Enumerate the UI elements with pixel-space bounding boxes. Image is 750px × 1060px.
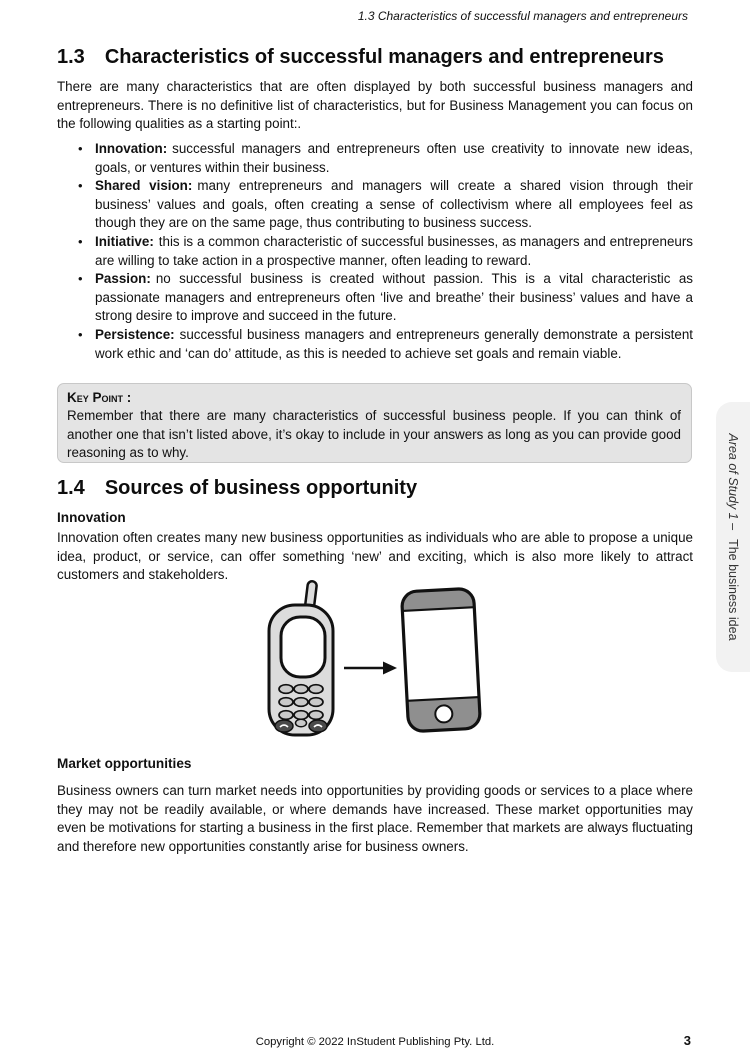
bullet-item-passion xyxy=(75,270,693,326)
bullet-term: Innovation: xyxy=(95,141,168,156)
section-1-3-heading xyxy=(57,46,664,69)
section-1-4-number: 1.4 xyxy=(57,477,85,499)
phone-evolution-illustration xyxy=(240,578,520,748)
bullet-item-shared-vision xyxy=(75,177,693,233)
bullet-text: no successful business is created without passion. This is a vital characteristic as passionate managers and entrepreneurs often ‘live and breathe’ their business’ values and have a strong desire to improve and succeed in the future. xyxy=(95,271,693,324)
bullet-term: Shared vision: xyxy=(95,178,193,194)
bullet-text: successful business managers and entrepreneurs generally demonstrate a persistent work ethic and ‘can do’ attitude, as this is needed to achieve set goals and remain viable. xyxy=(95,326,693,361)
section-1-3-intro-paragraph: There are many characteristics that are often displayed by both successful business managers and entrepreneurs. There is no definitive list of characteristics, but for Business Management you can focus on the following qualities as a starting point:. xyxy=(57,79,693,132)
innovation-subheading: Innovation xyxy=(57,510,126,525)
key-point-box xyxy=(57,383,692,463)
area-of-study-side-tab-label xyxy=(716,402,750,672)
area-of-study-side-tab xyxy=(716,402,750,672)
smartphone-icon xyxy=(401,588,480,732)
bullet-term: Initiative: xyxy=(95,233,154,249)
bullet-item-innovation xyxy=(75,140,693,177)
key-point-text: Remember that there are many characteristics of successful business people. If you can think of another one that isn’t listed above, it’s okay to include in your answers as long as you can provide good reasoning as to why. xyxy=(67,408,681,461)
bullet-item-initiative xyxy=(75,233,693,270)
section-1-4-title: Sources of business opportunity xyxy=(104,477,418,499)
footer-page-number: 3 xyxy=(683,1033,691,1048)
market-opportunities-subheading: Market opportunities xyxy=(57,756,192,771)
bullet-item-persistence xyxy=(75,326,693,363)
section-1-3-title: Characteristics of successful managers and entrepreneurs xyxy=(104,46,664,68)
bullet-text: many entrepreneurs and managers will create a shared vision through their business’ values and goals, often creating a sense of collectivism where all employees feel as though they are on the same page, thus contributing to business success. xyxy=(95,178,693,231)
key-point-label: Key Point : xyxy=(67,390,132,405)
bullet-term: Persistence: xyxy=(95,326,175,342)
market-opportunities-paragraph: Business owners can turn market needs into opportunities by providing goods or services to a place where they may not be readily available, or where demands have increased. These market opportunities may even be motivations for starting a business in the first place. Remember that markets are always fluctuating and therefore new opportunities constantly arise for business owners. xyxy=(57,783,693,854)
side-tab-regular-text: The business idea xyxy=(726,539,740,641)
characteristics-bullet-list xyxy=(75,140,693,363)
section-1-3-number: 1.3 xyxy=(57,46,85,68)
arrow-right-icon xyxy=(344,662,397,675)
running-header: 1.3 Characteristics of successful managers and entrepreneurs xyxy=(357,9,688,23)
bullet-text: successful managers and entrepreneurs often use creativity to innovate new ideas, goals, or ventures within their business. xyxy=(95,141,693,175)
section-1-4-heading xyxy=(57,477,417,500)
side-tab-italic-text: Area of Study 1 – xyxy=(726,433,740,531)
footer-copyright: Copyright © 2022 InStudent Publishing Pty. Ltd. xyxy=(255,1036,495,1048)
innovation-paragraph: Innovation often creates many new business opportunities as individuals who are able to propose a unique idea, product, or service, can offer something ‘new’ and exciting, which is also more likely to attract customers and stakeholders. xyxy=(57,530,693,583)
bullet-term: Passion: xyxy=(95,271,151,287)
bullet-text: this is a common characteristic of successful businesses, as managers and entrepreneurs are willing to take action in a prospective manner, often leading to reward. xyxy=(95,233,693,268)
old-mobile-phone-icon xyxy=(269,581,333,735)
